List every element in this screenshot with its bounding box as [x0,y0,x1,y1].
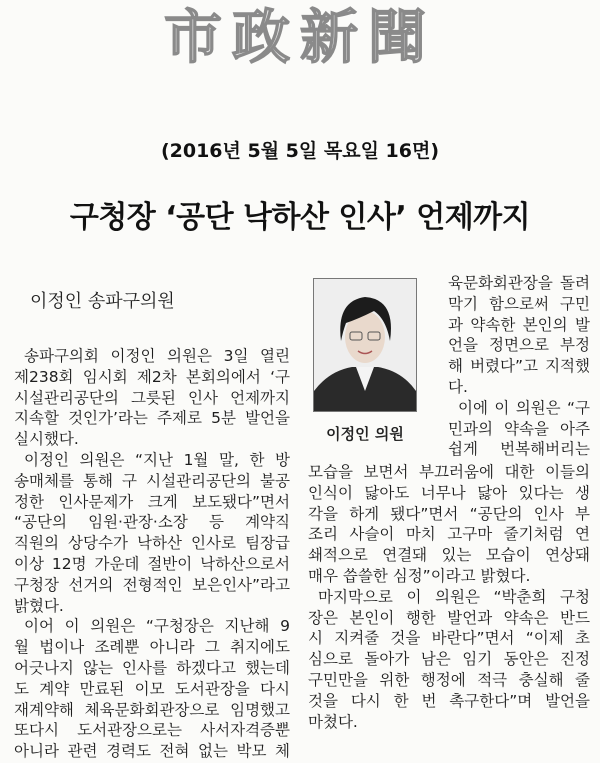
body-text-line: 막기 함으로써 구민 [448,294,590,313]
body-text-line: 것을 다시 한 번 촉구한다”며 발언을 [308,691,590,710]
photo-caption: 이정인 의원 [326,425,404,443]
body-text-line: 제238회 임시회 제2차 본회의에서 ‘구 [14,367,290,386]
body-text-line: 다. [448,377,468,396]
body-text-line: 아니라 관련 경력도 전혀 없는 박모 체 [14,742,290,761]
body-text-line: 도 계약 만료된 이모 도서관장을 다시 [14,679,290,698]
portrait-photo [313,278,417,412]
body-text-line: 해 버렸다”고 지적했 [448,357,590,376]
body-text-line: 조리 사슬이 마치 고구마 줄기처럼 연 [308,525,590,544]
body-column-right-narrow [448,273,590,460]
article-headline: 구청장 ‘공단 낙하산 인사’ 언제까지 [69,200,531,235]
body-text-line: 매우 씁쓸한 심정”이라고 밝혔다. [308,566,531,585]
body-text-line: 마쳤다. [308,712,358,731]
body-text-line: 지속할 것인가’라는 주제로 5분 발언을 [14,409,290,428]
article-byline: 이정인 송파구의원 [30,291,175,312]
body-text-line: 송파구의회 이정인 의원은 3일 열린 [24,347,290,365]
body-text-line: 정한 인사문제가 크게 보도됐다”면서 [14,492,290,511]
body-text-line: 장은 본인이 행한 발언과 약속은 반드 [308,608,590,627]
body-text-line: 모습을 보면서 부끄러움에 대한 이들의 [308,463,590,481]
body-text-line: 월 법이나 조례뿐 아니라 그 취지에도 [14,638,290,657]
body-text-line: 쉽게 번복해버리는 [448,440,590,459]
body-text-line: 구민만을 위한 행정에 적극 충실해 줄 [308,670,590,689]
body-text-line: 언을 정면으로 부정 [448,336,590,355]
body-text-line: 구청장 선거의 전형적인 보은인사”라고 [14,575,290,594]
body-text-line: 직원의 상당수가 낙하산 인사로 팀장급 [14,534,290,553]
body-text-line: 심으로 돌아가 남은 임기 동안은 진정 [308,650,590,669]
body-text-line: 시설관리공단의 그릇된 인사 언제까지 [14,388,290,407]
body-text-line: 송매체를 통해 구 시설관리공단의 불공 [14,471,290,490]
body-text-line: “공단의 임원·관장·소장 등 계약직 [14,513,290,532]
body-text-line: 시 지켜줄 것을 바란다”면서 “이제 초 [308,629,590,648]
body-text-line: 이에 이 의원은 “구 [458,398,590,417]
body-text-line: 마지막으로 이 의원은 “박춘희 구청 [318,587,590,606]
newspaper-masthead: 市政新聞 [163,3,436,71]
body-text-line: 이상 12명 가운데 절반이 낙하산으로서 [14,554,290,573]
publication-date: (2016년 5월 5일 목요일 16면) [160,140,440,162]
body-column-right-wide [308,462,590,732]
body-text-line: 육문화회관장을 돌려 [448,274,590,292]
body-text-line: 이어 이 의원은 “구청장은 지난해 9 [24,617,290,636]
body-text-line: 밝혔다. [14,596,64,615]
body-text-line: 이정인 의원은 “지난 1월 말, 한 방 [24,450,290,469]
portrait-image [314,279,416,411]
body-text-line: 실시했다. [14,430,79,449]
body-text-line: 쇄적으로 연결돼 있는 모습이 연상돼 [308,546,590,565]
body-text-line: 과 약속한 본인의 발 [448,315,590,334]
body-text-line: 재계약해 체육문화회관장으로 임명했고 [14,700,290,719]
body-text-line: 어긋나지 않는 인사를 하겠다고 했는데 [14,658,290,677]
body-column-left [14,346,290,762]
body-text-line: 각을 하게 됐다”면서 “공단의 인사 부 [308,504,590,523]
body-text-line: 또다시 도서관장으로는 사서자격증뿐 [14,721,290,740]
body-text-line: 인식이 닳아도 너무나 닳아 있다는 생 [308,483,590,502]
body-text-line: 민과의 약속을 아주 [448,419,590,438]
